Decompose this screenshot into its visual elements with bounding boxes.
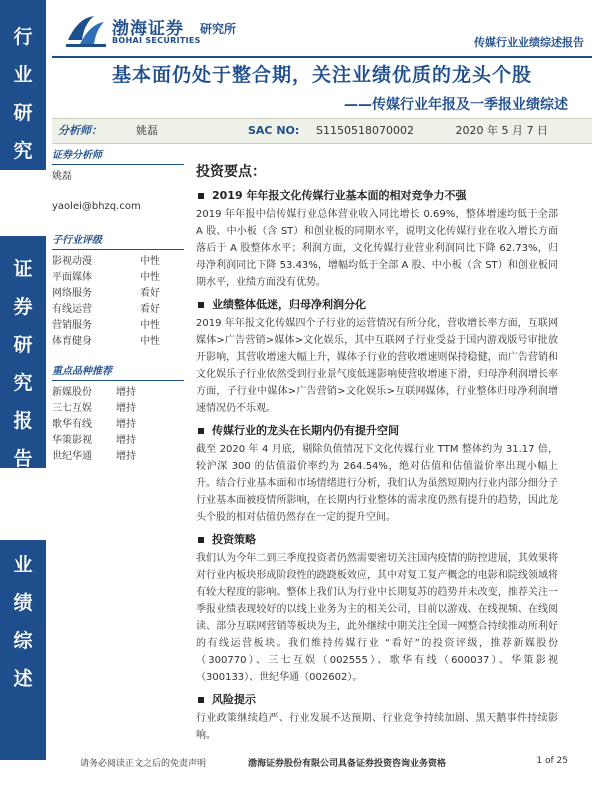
stock-row — [52, 401, 184, 417]
institute-label: 研究所 — [200, 22, 237, 36]
industry-name: 有线运营 — [52, 304, 92, 315]
stock-row — [52, 417, 184, 433]
industry-name: 营销服务 — [52, 320, 92, 331]
report-type: 传媒行业业绩综述报告 — [474, 36, 584, 49]
left-column — [52, 148, 184, 465]
report-subtitle: ——传媒行业年报及一季报业绩综述 — [344, 97, 568, 113]
stock-name: 三七互娱 — [52, 403, 92, 414]
sac-number: S1150518070002 — [316, 124, 414, 137]
brand-name-en: BOHAI SECURITIES — [112, 36, 201, 45]
bullet-icon — [198, 537, 204, 543]
sidebar-char: 行 — [13, 26, 33, 48]
heading-text: 风险提示 — [212, 693, 256, 706]
industry-rating: 看好 — [140, 304, 160, 315]
stock-row — [52, 433, 184, 449]
industry-name: 体育健身 — [52, 336, 92, 347]
stock-picks-title: 重点品种推荐 — [52, 366, 112, 377]
sidebar-industry-research — [0, 0, 46, 170]
sidebar-char: 研 — [13, 334, 33, 356]
analyst-section-title: 证券分析师 — [52, 150, 102, 161]
section-paragraph: 2019 年年报中信传媒行业总体营业收入同比增长 0.69%，整体增速均低于全部 A 股、中小板（含 ST）和创业板的同期水平，说明文化传媒行业在收入增长方面落后于 A 股整体水平；利润方面，文化传媒行业营业利润同比下降 62.73%，归母净利润同比下降 53.43%，增幅均低于全部 A 股、中小板（含 ST）和创业板同期水平，业绩方面没有优势。 — [196, 209, 558, 288]
sidebar-char: 证 — [13, 258, 33, 280]
report-title: 基本面仍处于整合期，关注业绩优质的龙头个股 — [111, 64, 532, 86]
sidebar-char: 究 — [13, 140, 33, 162]
bullet-icon — [198, 697, 204, 703]
industry-row — [52, 286, 184, 302]
stock-rating: 增持 — [116, 387, 136, 398]
sidebar-char: 业 — [13, 554, 33, 576]
stock-row — [52, 385, 184, 401]
sidebar-char: 券 — [13, 296, 33, 318]
section-heading — [196, 421, 558, 441]
highlights-title: 投资要点： — [196, 164, 266, 180]
section-heading — [196, 530, 558, 550]
sidebar-char: 述 — [13, 668, 33, 690]
stock-name: 新媒股份 — [52, 387, 92, 398]
stock-name: 华策影视 — [52, 435, 92, 446]
industry-rating: 中性 — [140, 272, 160, 283]
industry-rating: 中性 — [140, 336, 160, 347]
section-paragraph: 行业政策继续趋严、行业发展不达预期、行业竞争持续加剧、黑天鹅事件持续影响。 — [196, 713, 558, 741]
analyst-name: 姚磊 — [136, 124, 158, 137]
heading-text: 投资策略 — [212, 533, 256, 546]
sidebar-char: 绩 — [13, 592, 33, 614]
industry-rating: 中性 — [140, 256, 160, 267]
stock-rating: 增持 — [116, 419, 136, 430]
industry-row — [52, 270, 184, 286]
section-divider — [52, 249, 184, 250]
industry-rating: 中性 — [140, 320, 160, 331]
section-divider — [52, 380, 184, 381]
heading-text: 2019 年年报文化传媒行业基本面的相对竞争力不强 — [212, 189, 467, 202]
analyst-info-bar — [52, 118, 592, 144]
section-heading — [196, 295, 558, 315]
stock-rating: 增持 — [116, 451, 136, 462]
sidebar-securities-report — [0, 236, 46, 468]
report-header — [52, 8, 592, 52]
sidebar-char: 研 — [13, 102, 33, 124]
page-number: 1 of 25 — [536, 756, 568, 766]
section-paragraph: 截至 2020 年 4 月底，剔除负值情况下文化传媒行业 TTM 整体约为 31.17 倍，较沪深 300 的估值溢价率约为 264.54%，绝对估值和估值溢价率出现小幅上升。结合行业基本面和市场情绪进行分析，我们认为虽然短期内行业内部分细分子行业基本面被疫情所影响，在长期内行业整体的需求度仍然有提升的趋势，因此龙头个股的相对估值仍然存在一定的提升空间。 — [196, 444, 558, 523]
bohai-logo-icon — [64, 10, 108, 50]
investment-highlights — [196, 160, 558, 748]
sidebar-char: 综 — [13, 630, 33, 652]
stock-name: 世纪华通 — [52, 451, 92, 462]
analyst-email[interactable]: yaolei@bhzq.com — [52, 201, 141, 212]
bullet-icon — [198, 428, 204, 434]
sac-label: SAC NO: — [248, 124, 300, 137]
sidebar-performance-review — [0, 540, 46, 760]
section-paragraph: 2019 年年报文化传媒四个子行业的运营情况有所分化，营收增长率方面，互联网媒体>广告营销>媒体>文化娱乐，其中互联网子行业受益于国内游戏版号审批放开影响，其营收增速大幅上升，媒体子行业的营收增速则保持稳健，而广告营销和文化娱乐子行业依然受到行业景气度低迷影响使营收增速下滑，归母净利润增长率方面，子行业中媒体>广告营销>文化娱乐>互联网媒体，行业整体归母净利润增速情况仍不乐观。 — [196, 318, 558, 414]
analyst-name: 姚磊 — [52, 171, 72, 182]
sidebar-char: 告 — [13, 448, 33, 470]
sidebar-char: 报 — [13, 410, 33, 432]
industry-row — [52, 302, 184, 318]
stock-name: 歌华有线 — [52, 419, 92, 430]
industry-name: 网络服务 — [52, 288, 92, 299]
industry-row — [52, 254, 184, 270]
sidebar-char: 业 — [13, 64, 33, 86]
company-qualification: 渤海证券股份有限公司具备证券投资咨询业务资格 — [248, 759, 447, 769]
industry-rating-title: 子行业评级 — [52, 235, 102, 246]
industry-row — [52, 318, 184, 334]
stock-row — [52, 449, 184, 465]
heading-text: 传媒行业的龙头在长期内仍有提升空间 — [212, 424, 399, 437]
industry-name: 平面媒体 — [52, 272, 92, 283]
brand-name: 渤海证券 — [112, 19, 184, 39]
industry-row — [52, 334, 184, 350]
section-heading — [196, 186, 558, 206]
report-date: 2020 年 5 月 7 日 — [455, 124, 548, 137]
section-heading — [196, 690, 558, 710]
analyst-label: 分析师： — [58, 124, 102, 137]
disclaimer-note: 请务必阅读正文之后的免责声明 — [80, 759, 207, 769]
stock-rating: 增持 — [116, 403, 136, 414]
heading-text: 业绩整体低迷，归母净利润分化 — [212, 298, 366, 311]
bullet-icon — [198, 193, 204, 199]
section-divider — [52, 164, 184, 165]
section-paragraph: 我们认为今年二到三季度投资者仍然需要密切关注国内疫情的防控进展，其效果将对行业内板块形成阶段性的跷跷板效应，其中对复工复产概念的电影和院线领域将有较大程度的影响。整体上我们认为行业中长期复苏的趋势并未改变，推荐关注一季报业绩表现较好的以线上业务为主的相关公司，目前以游戏、在线视频、在线阅读、部分互联网营销等板块为主，此外继续中期关注全国一网整合持续推动所利好的有线运营板块。我们维持传媒行业 “看好”的投资评级，推荐新媒股份（300770）、三七互娱（002555）、歌华有线（600037）、华策影视（300133）、世纪华通（002602）。 — [196, 553, 558, 683]
sidebar-char: 究 — [13, 372, 33, 394]
stock-rating: 增持 — [116, 435, 136, 446]
industry-name: 影视动漫 — [52, 256, 92, 267]
industry-rating: 看好 — [140, 288, 160, 299]
bullet-icon — [198, 302, 204, 308]
